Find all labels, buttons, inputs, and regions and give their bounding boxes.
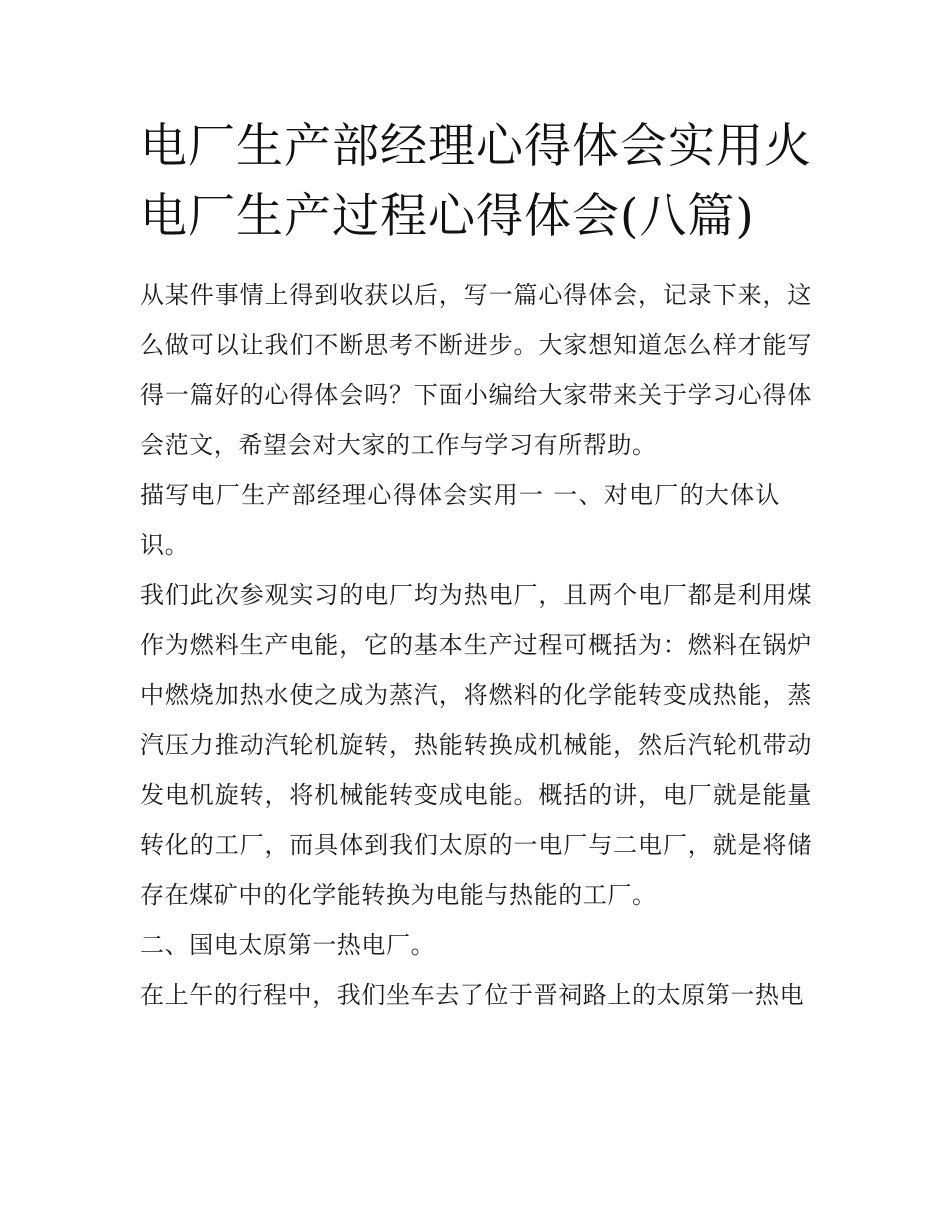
document-title: 电厂生产部经理心得体会实用火电厂生产过程心得体会(八篇) (140, 119, 812, 244)
intro-paragraph: 从某件事情上得到收获以后，写一篇心得体会，记录下来，这么做可以让我们不断思考不断进步。大家想知道怎么样才能写得一篇好的心得体会吗？下面小编给大家带来关于学习心得体会范文，希望会对大家的工作与学习有所帮助。 (140, 281, 812, 459)
section-heading-2: 二、国电太原第一热电厂。 (140, 931, 436, 959)
section-heading-1: 描写电厂生产部经理心得体会实用一 一、对电厂的大体认识。 (140, 481, 780, 559)
body-paragraph-2: 在上午的行程中，我们坐车去了位于晋祠路上的太原第一热电 (140, 981, 805, 1009)
document-page (140, 112, 812, 1020)
body-paragraph-1: 我们此次参观实习的电厂均为热电厂，且两个电厂都是利用煤作为燃料生产电能，它的基本生产过程可概括为：燃料在锅炉中燃烧加热水使之成为蒸汽，将燃料的化学能转变成热能，蒸汽压力推动汽轮机旋转，热能转换成机械能，然后汽轮机带动发电机旋转，将机械能转变成电能。概括的讲，电厂就是能量转化的工厂，而具体到我们太原的一电厂与二电厂，就是将储存在煤矿中的化学能转换为电能与热能的工厂。 (140, 581, 812, 909)
